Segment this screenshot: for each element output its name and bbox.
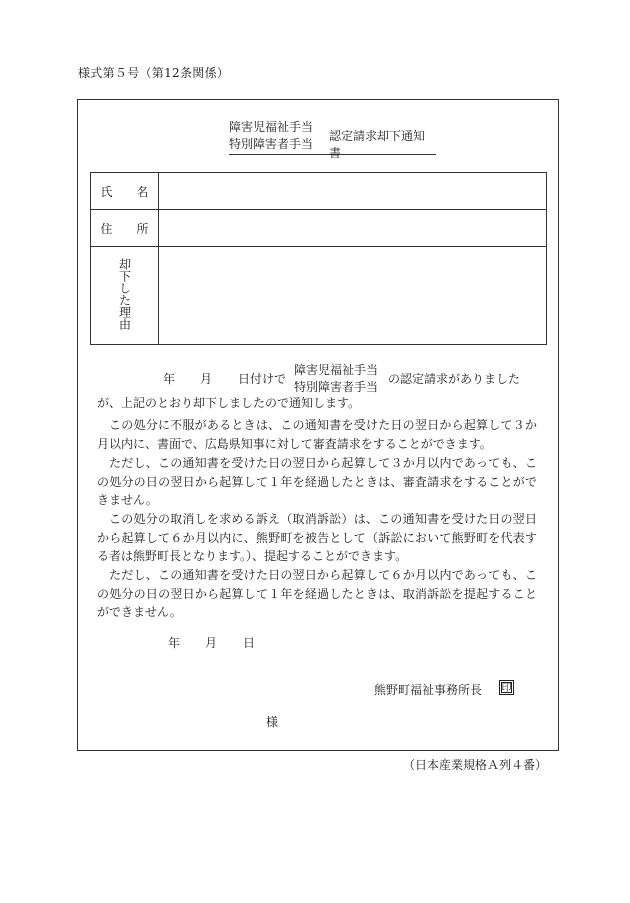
issuer-office: 熊野町福祉事務所長 <box>374 683 483 697</box>
applicant-info-table <box>90 172 547 345</box>
appeal-paragraph-4: ただし、この通知書を受けた日の翌日から起算して６か月以内であっても、この処分の日の翌日から起算して１年を経過したときは、取消訴訟を提起することができません。 <box>97 568 537 620</box>
appeal-paragraph-2: ただし、この通知書を受けた日の翌日から起算して３か月以内であっても、この処分の日の翌日から起算して１年を経過したときは、審査請求をすることができません。 <box>97 456 537 508</box>
table-row <box>91 210 547 247</box>
request-allowance-2: 特別障害者手当 <box>294 380 379 394</box>
form-number: 様式第５号（第12条関係） <box>78 66 230 80</box>
addressee-honorific: 様 <box>266 715 279 729</box>
issue-date-month: 月 <box>205 636 218 650</box>
notice-title <box>229 118 436 160</box>
name-field[interactable] <box>159 173 547 210</box>
title-allowance-2: 特別障害者手当 <box>229 137 314 151</box>
request-tail: の認定請求がありました <box>388 372 521 386</box>
name-label <box>91 173 159 210</box>
request-month: 月 <box>200 372 213 386</box>
table-row <box>91 173 547 210</box>
appeal-paragraph-1: この処分に不服があるときは、この通知書を受けた日の翌日から起算して３か月以内に、書面で、広島県知事に対して審査請求をすることができます。 <box>97 418 537 451</box>
request-allowance-1: 障害児福祉手当 <box>294 363 379 377</box>
request-dated: 日付けで <box>238 372 287 386</box>
address-label <box>91 210 159 247</box>
title-allowance-1: 障害児福祉手当 <box>229 120 314 134</box>
reason-label-text: 却下した理由 <box>117 258 132 330</box>
table-row <box>91 247 547 345</box>
request-allowance-stack <box>294 362 378 396</box>
paper-size-note: （日本産業規格Ａ列４番） <box>403 758 548 772</box>
seal-mark: 印 <box>501 683 512 694</box>
address-label-text: 住 所 <box>100 221 149 236</box>
official-seal-icon <box>499 680 514 695</box>
issue-date-year: 年 <box>168 636 181 650</box>
request-year: 年 <box>163 372 176 386</box>
issue-date-day: 日 <box>243 636 256 650</box>
name-label-text: 氏 名 <box>100 184 149 199</box>
reason-field[interactable] <box>159 247 547 345</box>
request-continuation: が、上記のとおり却下しましたので通知します。 <box>97 396 361 410</box>
reason-label <box>91 247 159 345</box>
address-field[interactable] <box>159 210 547 247</box>
title-main: 認定請求却下通知書 <box>329 129 426 160</box>
appeal-paragraph-3: この処分の取消しを求める訴え（取消訴訟）は、この通知書を受けた日の翌日から起算して６か月以内に、熊野町を被告として（訴訟において熊野町を代表する者は熊野町長となります。）、提起することができます。 <box>97 512 537 564</box>
allowance-type-stack <box>229 119 313 153</box>
